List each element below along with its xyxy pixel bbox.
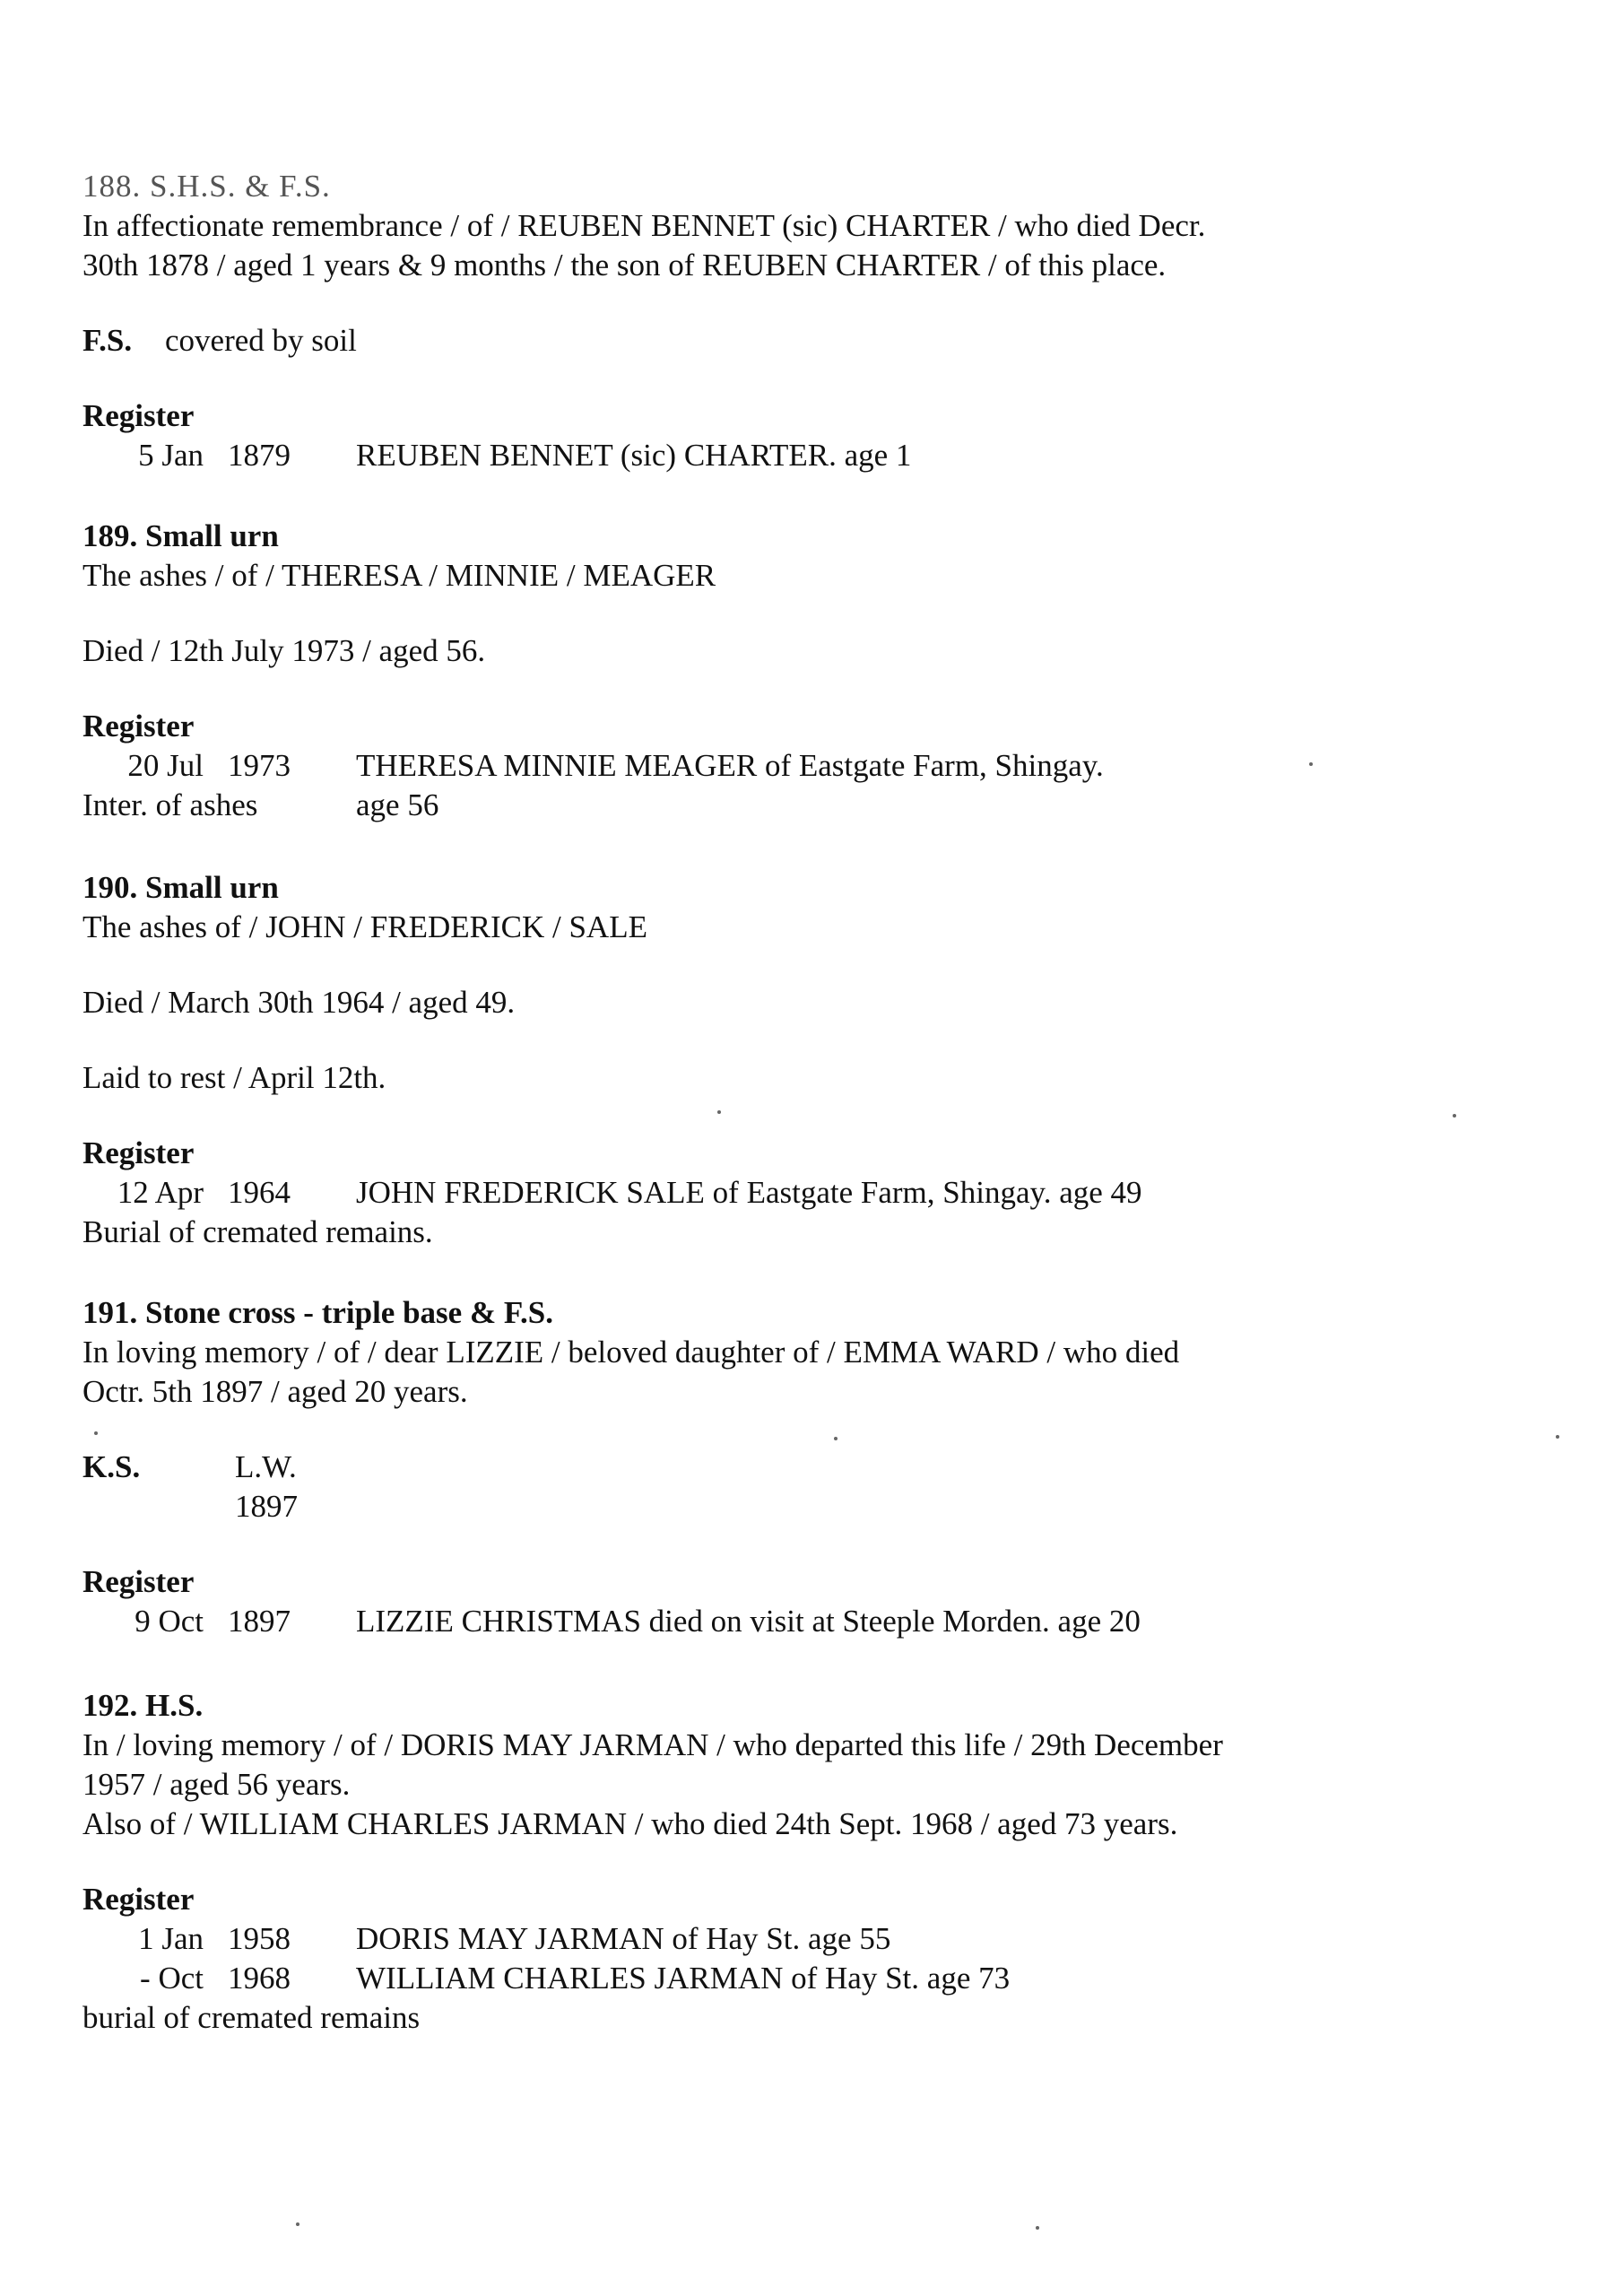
inscription-line: Octr. 5th 1897 / aged 20 years. [82, 1374, 468, 1409]
entry-heading: 189. Small urn [82, 518, 279, 553]
scan-speck [1556, 1435, 1559, 1439]
fs-text: covered by soil [165, 323, 357, 358]
entry-heading: 190. Small urn [82, 870, 279, 905]
scan-speck [94, 1431, 98, 1435]
scan-speck [1453, 1114, 1456, 1118]
register-note-row [82, 786, 1392, 825]
scan-speck [296, 2222, 299, 2226]
register-day: 12 Apr [117, 1175, 204, 1210]
register-text: DORIS MAY JARMAN of Hay St. age 55 [356, 1921, 891, 1956]
register-row [82, 1173, 1392, 1213]
register-row [82, 1919, 1392, 1959]
register-year: 1958 [228, 1921, 291, 1956]
register-heading: Register [82, 398, 195, 433]
inscription-line: The ashes of / JOHN / FREDERICK / SALE [82, 909, 647, 944]
register-day: - Oct [140, 1961, 204, 1996]
entry-192 [82, 1686, 1392, 2038]
scan-speck [717, 1110, 721, 1114]
ks-line: 1897 [235, 1489, 298, 1524]
entry-188 [82, 167, 1392, 475]
ks-label: K.S. [82, 1449, 141, 1484]
inscription-line: Also of / WILLIAM CHARLES JARMAN / who died 24th Sept. 1968 / aged 73 years. [82, 1806, 1178, 1841]
entry-190 [82, 868, 1392, 1252]
register-year: 1973 [228, 748, 291, 783]
inscription-line: The ashes / of / THERESA / MINNIE / MEAGER [82, 558, 716, 593]
register-year: 1879 [228, 438, 291, 473]
inscription-line: In / loving memory / of / DORIS MAY JARMAN / who departed this life / 29th December [82, 1727, 1223, 1762]
scan-speck [1036, 2226, 1039, 2230]
inscription-line: Died / 12th July 1973 / aged 56. [82, 633, 486, 668]
inscription-line: In loving memory / of / dear LIZZIE / beloved daughter of / EMMA WARD / who died [82, 1335, 1180, 1370]
register-row [82, 436, 1392, 475]
inscription-line: Laid to rest / April 12th. [82, 1060, 386, 1095]
ks-note [82, 1448, 1392, 1487]
register-heading: Register [82, 1564, 195, 1599]
fs-label: F.S. [82, 323, 133, 358]
register-day: 1 Jan [138, 1921, 204, 1956]
register-heading: Register [82, 1882, 195, 1917]
register-text: JOHN FREDERICK SALE of Eastgate Farm, Shingay. age 49 [356, 1175, 1142, 1210]
register-heading: Register [82, 1135, 195, 1170]
register-note: burial of cremated remains [82, 2000, 421, 2035]
register-day: 20 Jul [127, 748, 204, 783]
register-row [82, 1959, 1392, 1998]
register-text: WILLIAM CHARLES JARMAN of Hay St. age 73 [356, 1961, 1011, 1996]
entry-191 [82, 1293, 1392, 1641]
entry-heading: 191. Stone cross - triple base & F.S. [82, 1295, 553, 1330]
entry-heading: 192. H.S. [82, 1688, 204, 1723]
ks-note-line2 [82, 1487, 1392, 1526]
register-year: 1968 [228, 1961, 291, 1996]
register-row [82, 746, 1392, 786]
inscription-line: 30th 1878 / aged 1 years & 9 months / the son of REUBEN CHARTER / of this place. [82, 248, 1167, 283]
scan-speck [1309, 762, 1313, 766]
register-text: LIZZIE CHRISTMAS died on visit at Steeple Morden. age 20 [356, 1604, 1141, 1639]
register-row [82, 1602, 1392, 1641]
inscription-line: Died / March 30th 1964 / aged 49. [82, 985, 516, 1020]
register-year: 1964 [228, 1175, 291, 1210]
register-day: 5 Jan [138, 438, 204, 473]
register-text: REUBEN BENNET (sic) CHARTER. age 1 [356, 438, 912, 473]
register-heading: Register [82, 709, 195, 744]
fs-note [82, 321, 1392, 361]
inscription-line: 1957 / aged 56 years. [82, 1767, 351, 1802]
register-note: Burial of cremated remains. [82, 1214, 433, 1249]
scan-speck [834, 1437, 838, 1440]
register-text: THERESA MINNIE MEAGER of Eastgate Farm, Shingay. [356, 748, 1104, 783]
entry-189 [82, 517, 1392, 825]
register-note: Inter. of ashes [82, 787, 258, 822]
register-year: 1897 [228, 1604, 291, 1639]
entry-heading: 188. S.H.S. & F.S. [82, 169, 331, 204]
register-age: age 56 [356, 787, 439, 822]
ks-line: L.W. [235, 1449, 297, 1484]
inscription-line: In affectionate remembrance / of / REUBEN BENNET (sic) CHARTER / who died Decr. [82, 208, 1206, 243]
register-day: 9 Oct [135, 1604, 204, 1639]
